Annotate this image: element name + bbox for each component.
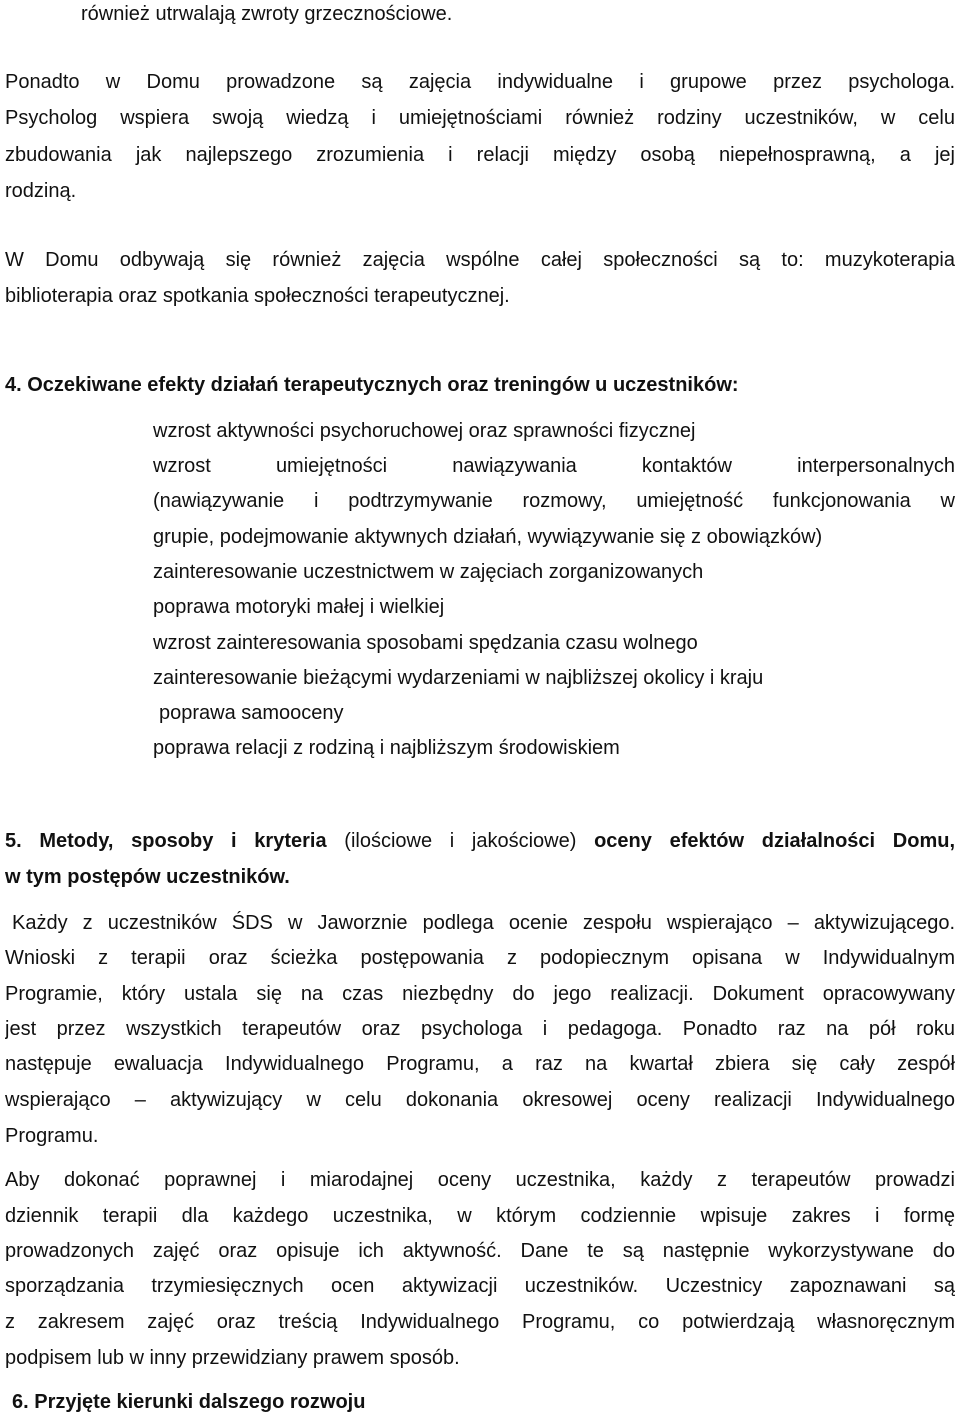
effect-item-3: zainteresowanie uczestnictwem w zajęciach zorganizowanych <box>153 561 704 583</box>
psychology-line-4: rodziną. <box>5 180 77 202</box>
section5-para2-line-4: sporządzania trzymiesięcznych ocen aktywizacji uczestników. Uczestnicy zapoznawani są <box>5 1275 955 1297</box>
section5-para1-line-6: wspierająco – aktywizujący w celu dokonania okresowej oceny realizacji Indywidualnego <box>5 1089 955 1111</box>
effect-item-1: wzrost aktywności psychoruchowej oraz sprawności fizycznej <box>153 420 696 442</box>
intro-line: również utrwalają zwroty grzecznościowe. <box>81 3 453 25</box>
section5-heading-part-b: (ilościowe i jakościowe) <box>344 830 577 852</box>
section5-heading-part-c: oceny efektów działalności Domu, <box>594 830 955 852</box>
section5-para2-line-2: dziennik terapii dla każdego uczestnika, w którym codziennie wpisuje zakres i formę <box>5 1205 955 1227</box>
effect-item-2: wzrost umiejętności nawiązywania kontaktów interpersonalnych <box>153 455 955 477</box>
psychology-line-2: Psycholog wspiera swoją wiedzą i umiejętnościami również rodziny uczestników, w celu <box>5 107 955 129</box>
section5-para2-line-5: z zakresem zajęć oraz treścią Indywidualnego Programu, co potwierdzają własnoręcznym <box>5 1311 955 1333</box>
effect-item-4: poprawa motoryki małej i wielkiej <box>153 596 445 618</box>
community-line-2: biblioterapia oraz spotkania społeczności terapeutycznej. <box>5 285 510 307</box>
effect-item-5: wzrost zainteresowania sposobami spędzania czasu wolnego <box>153 632 698 654</box>
effect-item-2-cont-1: (nawiązywanie i podtrzymywanie rozmowy, umiejętność funkcjonowania w <box>153 490 955 512</box>
section5-para1-line-7: Programu. <box>5 1125 99 1147</box>
section5-para1-line-3: Programie, który ustala się na czas niezbędny do jego realizacji. Dokument opracowywany <box>5 983 955 1005</box>
section5-heading-part-a: 5. Metody, sposoby i kryteria <box>5 830 327 852</box>
community-line-1: W Domu odbywają się również zajęcia wspólne całej społeczności są to: muzykoterapia <box>5 249 955 271</box>
effect-item-7: poprawa samooceny <box>159 702 344 724</box>
section5-para1-line-5: następuje ewaluacja Indywidualnego Programu, a raz na kwartał zbiera się cały zespół <box>5 1053 955 1075</box>
section4-heading: 4. Oczekiwane efekty działań terapeutycznych oraz treningów u uczestników: <box>5 374 739 396</box>
section5-heading-line-2: w tym postępów uczestników. <box>5 866 290 888</box>
effect-item-8: poprawa relacji z rodziną i najbliższym środowiskiem <box>153 737 620 759</box>
section5-para2-line-6: podpisem lub w inny przewidziany prawem sposób. <box>5 1347 460 1369</box>
psychology-line-3: zbudowania jak najlepszego zrozumienia i relacji między osobą niepełnosprawną, a jej <box>5 144 955 166</box>
section5-heading <box>5 829 955 853</box>
section5-para1-line-2: Wnioski z terapii oraz ścieżka postępowania z podopiecznym opisana w Indywidualnym <box>5 947 955 969</box>
effect-item-2-cont-2: grupie, podejmowanie aktywnych działań, wywiązywanie się z obowiązków) <box>153 526 823 548</box>
section5-para2-line-3: prowadzonych zajęć oraz opisuje ich aktywność. Dane te są następnie wykorzystywane do <box>5 1240 955 1262</box>
section6-heading: 6. Przyjęte kierunki dalszego rozwoju <box>12 1391 366 1413</box>
effect-item-6: zainteresowanie bieżącymi wydarzeniami w najbliższej okolicy i kraju <box>153 667 764 689</box>
section5-para2-line-1: Aby dokonać poprawnej i miarodajnej oceny uczestnika, każdy z terapeutów prowadzi <box>5 1169 955 1191</box>
section5-para1-line-4: jest przez wszystkich terapeutów oraz psychologa i pedagoga. Ponadto raz na pół roku <box>5 1018 955 1040</box>
section5-para1-line-1: Każdy z uczestników ŚDS w Jaworznie podlega ocenie zespołu wspierająco – aktywizującego. <box>12 912 955 934</box>
psychology-line-1: Ponadto w Domu prowadzone są zajęcia indywidualne i grupowe przez psychologa. <box>5 71 955 93</box>
